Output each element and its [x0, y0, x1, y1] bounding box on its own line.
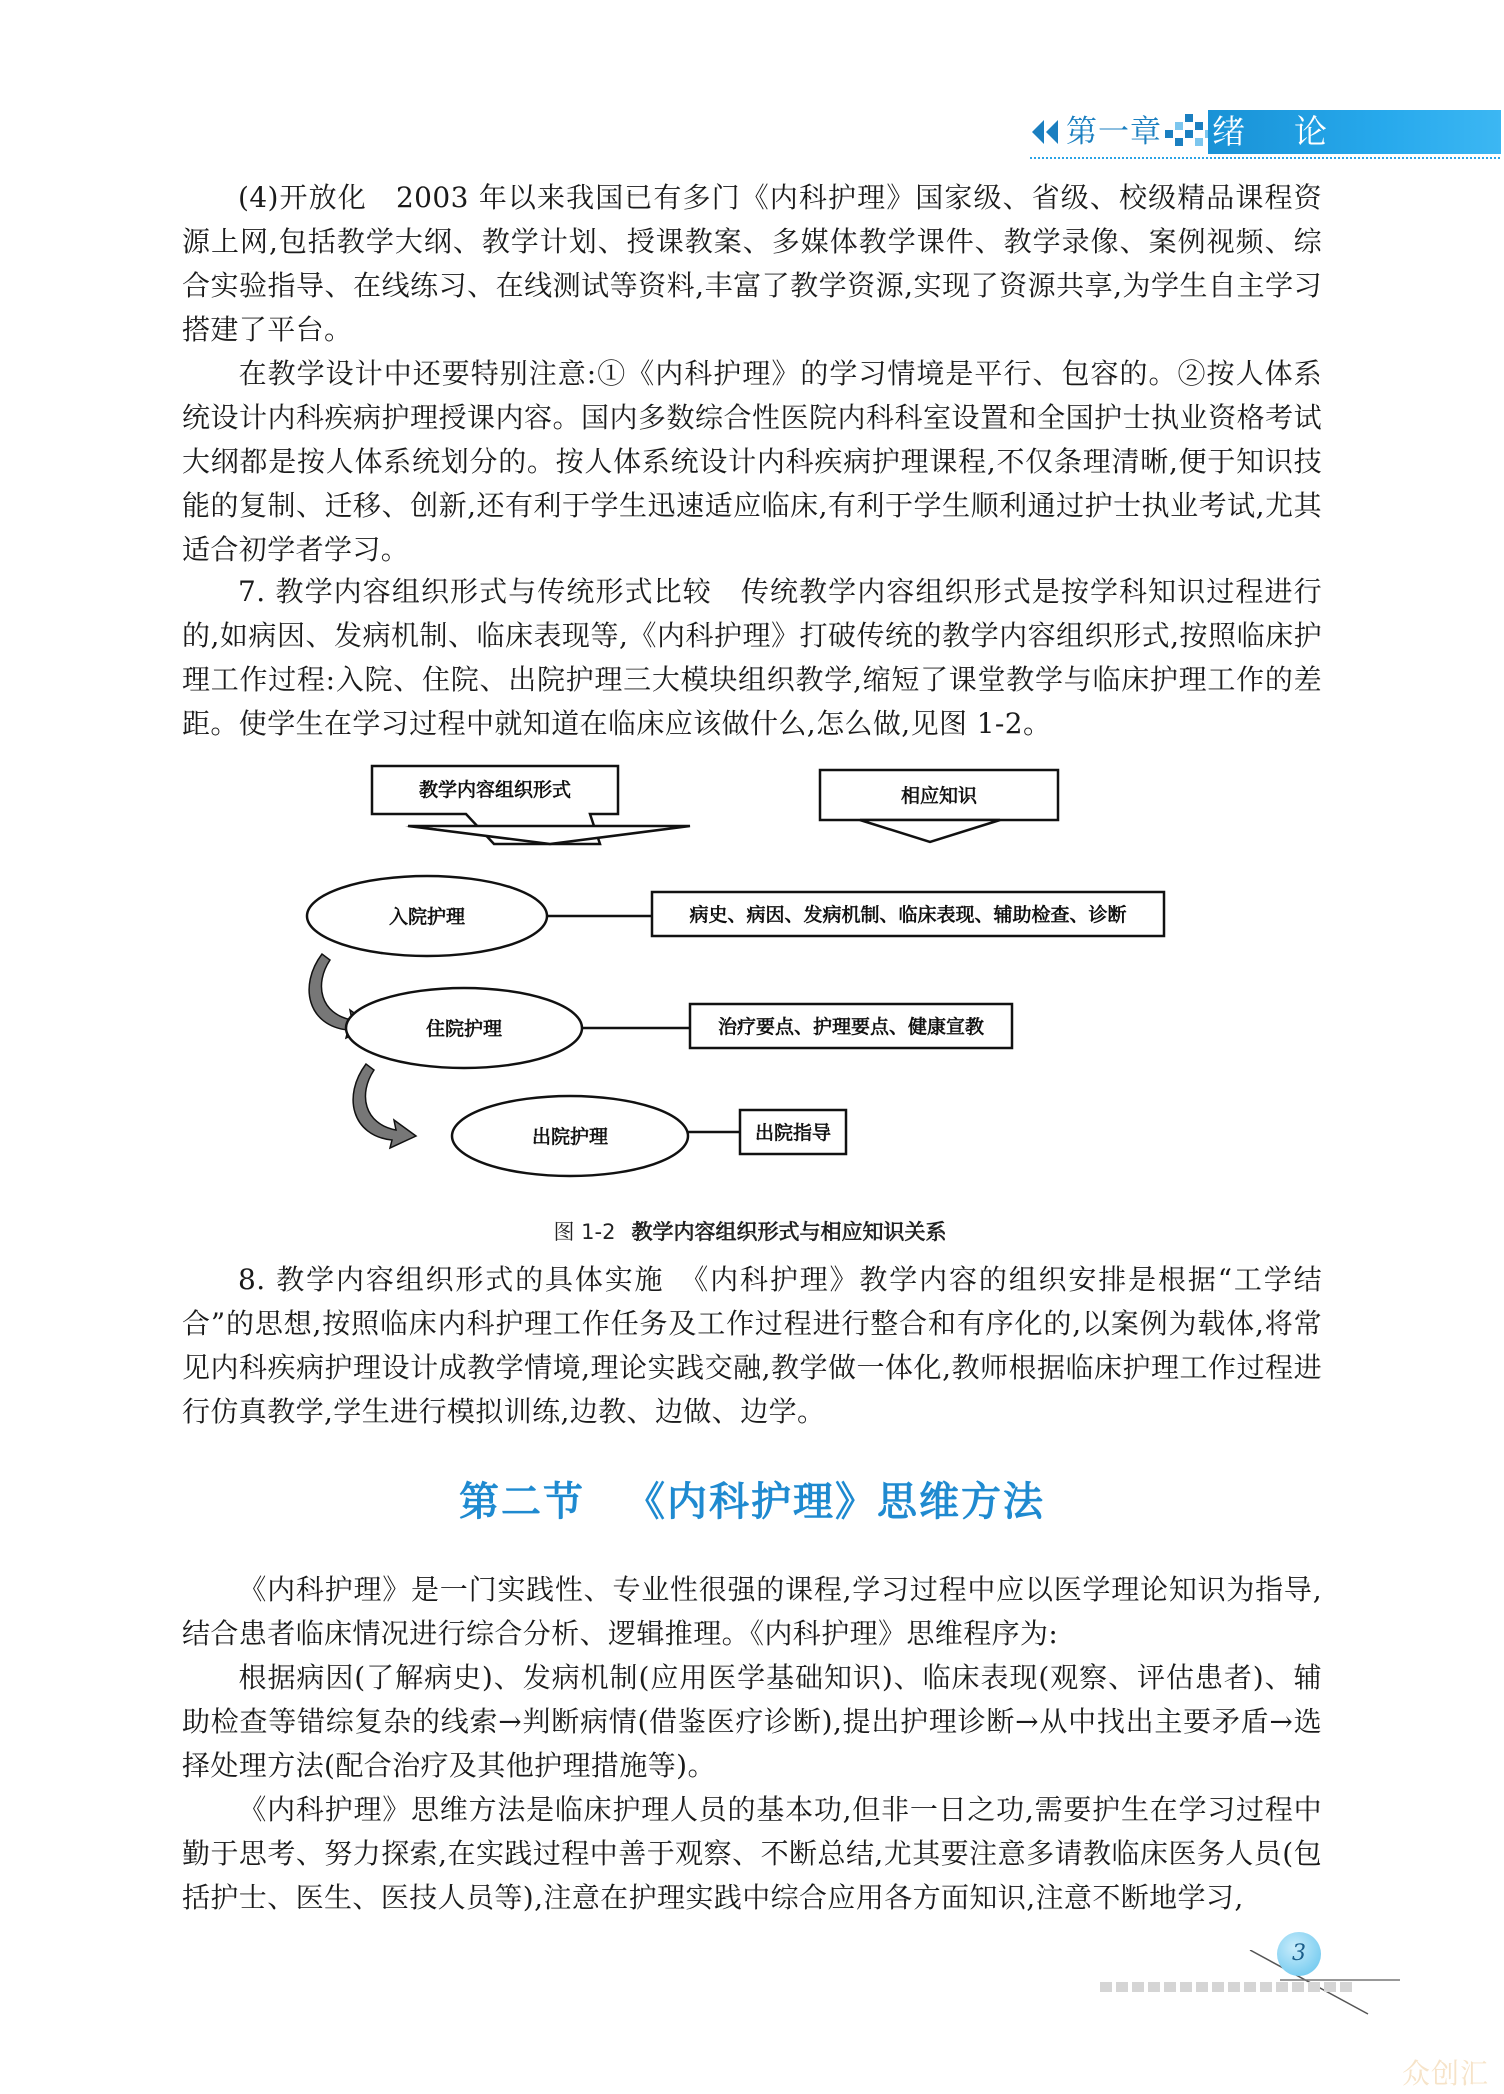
stage-admission [307, 876, 1164, 956]
stage-knowledge: 治疗要点、护理要点、健康宣教 [717, 1016, 985, 1038]
chapter-label: 第一章 [1066, 114, 1162, 150]
stage-name: 住院护理 [425, 1018, 503, 1040]
figure-number: 图 1-2 [553, 1220, 616, 1244]
paragraph-comparison [182, 570, 1322, 746]
stage-discharge [452, 1096, 846, 1176]
stage-inpatient [346, 988, 1012, 1068]
curved-arrow-icon [353, 1064, 416, 1148]
stage-name: 出院护理 [531, 1126, 609, 1148]
knowledge-box [820, 770, 1058, 842]
checker-decoration-icon [1163, 112, 1213, 154]
footer-decoration-icon [1100, 1950, 1400, 2020]
paragraph-open [182, 176, 1322, 352]
paragraph-design-notes [182, 352, 1322, 572]
page-number: 3 [1277, 1932, 1321, 1976]
header-dotted-rule [1030, 157, 1500, 159]
section-title: 《内科护理》思维方法 [625, 1478, 1045, 1525]
section-paragraph-procedure [182, 1656, 1322, 1788]
paragraph-text: 在教学设计中还要特别注意:①《内科护理》的学习情境是平行、包容的。②按人体系统设计内科疾病护理授课内容。国内多数综合性医院内科科室设置和全国护士执业资格考试大纲都是按人体系统划分的。按人体系统设计内科疾病护理课程,不仅条理清晰,便于知识技能的复制、迁移、创新,还有利于学生迅速适应临床,有利于学生顺利通过护士执业考试,尤其适合初学者学习。 [182, 357, 1322, 566]
figure-caption [400, 1216, 1100, 1246]
section-paragraph-method [182, 1788, 1322, 1920]
figure-1-2 [300, 748, 1180, 1188]
section-paragraph-intro [182, 1568, 1322, 1656]
paragraph-text: 《内科护理》思维方法是临床护理人员的基本功,但非一日之功,需要护生在学习过程中勤于思考、努力探索,在实践过程中善于观察、不断总结,尤其要注意多请教临床医务人员(包括护士、医生、医技人员等),注意在护理实践中综合应用各方面知识,注意不断地学习, [182, 1793, 1322, 1914]
stage-knowledge: 出院指导 [754, 1122, 832, 1144]
stage-knowledge: 病史、病因、发病机制、临床表现、辅助检查、诊断 [689, 904, 1127, 926]
paragraph-text: 根据病因(了解病史)、发病机制(应用医学基础知识)、临床表现(观察、评估患者)、辅助检查等错综复杂的线索→判断病情(借鉴医疗诊断),提出护理诊断→从中找出主要矛盾→选择处理方法(配合治疗及其他护理措施等)。 [182, 1661, 1322, 1782]
stage-name: 入院护理 [388, 906, 466, 928]
double-chevron-left-icon [1030, 118, 1060, 146]
paragraph-text: 《内科护理》是一门实践性、专业性很强的课程,学习过程中应以医学理论知识为指导,结合患者临床情况进行综合分析、逻辑推理。《内科护理》思维程序为: [182, 1573, 1322, 1650]
org-form-label: 教学内容组织形式 [418, 779, 572, 801]
org-form-box [372, 766, 690, 845]
watermark: 众创汇 [1402, 2057, 1490, 2090]
paragraph-text: 8. 教学内容组织形式的具体实施 《内科护理》教学内容的组织安排是根据“工学结合”的思想,按照临床内科护理工作任务及工作过程进行整合和有序化的,以案例为载体,将常见内科疾病护理设计成教学情境,理论实践交融,教学做一体化,教师根据临床护理工作过程进行仿真教学,学生进行模拟训练,边教、边做、边学。 [182, 1263, 1322, 1428]
chapter-title-second: 论 [1294, 112, 1327, 151]
section-number: 第二节 [459, 1478, 585, 1525]
paragraph-implementation [182, 1258, 1322, 1434]
flow-diagram [300, 748, 1180, 1188]
section-heading [182, 1470, 1322, 1527]
paragraph-text: 7. 教学内容组织形式与传统形式比较 传统教学内容组织形式是按学科知识过程进行的,如病因、发病机制、临床表现等,《内科护理》打破传统的教学内容组织形式,按照临床护理工作过程:入院、住院、出院护理三大模块组织教学,缩短了课堂教学与临床护理工作的差距。使学生在学习过程中就知道在临床应该做什么,怎么做,见图 1-2。 [182, 575, 1322, 740]
knowledge-label: 相应知识 [900, 785, 978, 807]
figure-caption-text: 教学内容组织形式与相应知识关系 [631, 1220, 947, 1244]
paragraph-text: (4)开放化 2003 年以来我国已有多门《内科护理》国家级、省级、校级精品课程资源上网,包括教学大纲、教学计划、授课教案、多媒体教学课件、教学录像、案例视频、综合实验指导、在线练习、在线测试等资料,丰富了教学资源,实现了资源共享,为学生自主学习搭建了平台。 [182, 181, 1322, 346]
chapter-title: 绪 [1212, 112, 1245, 151]
